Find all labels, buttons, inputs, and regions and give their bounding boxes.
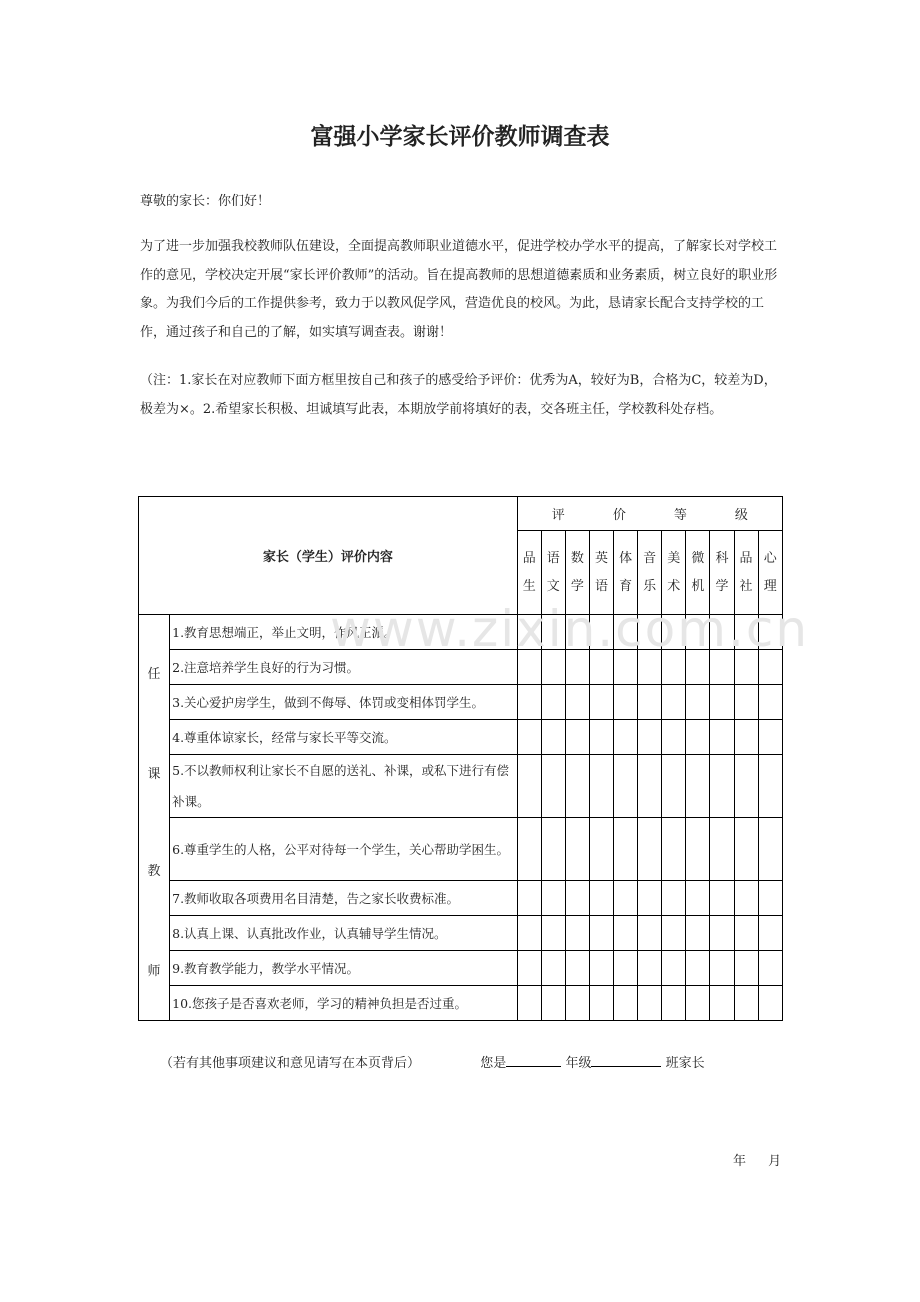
footer-grade: 年级 xyxy=(565,1056,592,1071)
evaluation-item: 1.教育思想端正，举止文明，作风正派。 xyxy=(170,615,518,650)
subject-char: 社 xyxy=(739,578,753,594)
rating-cell[interactable] xyxy=(589,818,613,881)
role-char: 师 xyxy=(147,964,161,979)
rating-cell[interactable] xyxy=(517,951,541,986)
evaluation-item: 4.尊重体谅家长，经常与家长平等交流。 xyxy=(170,720,518,755)
rating-cell[interactable] xyxy=(517,685,541,720)
subject-char: 体 xyxy=(619,550,633,566)
rating-cell[interactable] xyxy=(686,951,710,986)
evaluation-item: 2.注意培养学生良好的行为习惯。 xyxy=(170,650,518,685)
subject-char: 语 xyxy=(594,578,608,594)
rating-cell[interactable] xyxy=(614,881,638,916)
rating-cell[interactable] xyxy=(541,881,565,916)
evaluation-item: 6.尊重学生的人格，公平对待每一个学生，关心帮助学困生。 xyxy=(170,818,518,881)
rating-cell[interactable] xyxy=(541,755,565,818)
rating-cell[interactable] xyxy=(565,986,589,1021)
subject-char: 数 xyxy=(570,550,584,566)
subject-char: 生 xyxy=(522,578,536,594)
rating-cell[interactable] xyxy=(686,916,710,951)
rating-cell[interactable] xyxy=(638,755,662,818)
rating-cell[interactable] xyxy=(710,818,734,881)
rating-cell[interactable] xyxy=(758,720,782,755)
table-row xyxy=(139,720,783,755)
rating-cell[interactable] xyxy=(734,916,758,951)
rating-cell[interactable] xyxy=(565,881,589,916)
rating-cell[interactable] xyxy=(589,951,613,986)
rating-cell[interactable] xyxy=(614,720,638,755)
grade-header-char: 级 xyxy=(734,508,748,523)
role-char: 教 xyxy=(147,864,161,879)
rating-cell[interactable] xyxy=(710,986,734,1021)
grade-header-char: 等 xyxy=(673,508,687,523)
page-title: 富强小学家长评价教师调查表 xyxy=(310,124,610,150)
greeting: 尊敬的家长：你们好！ xyxy=(140,194,271,209)
subject-char: 学 xyxy=(715,578,729,594)
rating-cell[interactable] xyxy=(734,755,758,818)
grade-header-char: 评 xyxy=(551,508,565,523)
rating-cell[interactable] xyxy=(662,916,686,951)
subject-char: 音 xyxy=(643,550,657,566)
rating-cell[interactable] xyxy=(662,986,686,1021)
rating-cell[interactable] xyxy=(638,881,662,916)
table-row xyxy=(139,916,783,951)
footer-you-are: 您是 xyxy=(480,1056,507,1071)
subject-char: 育 xyxy=(619,578,633,594)
rating-cell[interactable] xyxy=(686,685,710,720)
rating-cell[interactable] xyxy=(662,720,686,755)
rating-cell[interactable] xyxy=(662,881,686,916)
rating-cell[interactable] xyxy=(565,720,589,755)
rating-cell[interactable] xyxy=(565,685,589,720)
table-row xyxy=(139,986,783,1021)
rating-cell[interactable] xyxy=(517,986,541,1021)
subject-char: 理 xyxy=(763,578,777,594)
date-line: 年 月 xyxy=(733,1154,782,1169)
subject-char: 学 xyxy=(570,578,584,594)
rating-cell[interactable] xyxy=(662,685,686,720)
watermark: www.zixin.com.cn xyxy=(330,600,810,658)
rating-cell[interactable] xyxy=(710,755,734,818)
rating-cell[interactable] xyxy=(758,986,782,1021)
rating-cell[interactable] xyxy=(686,755,710,818)
rating-cell[interactable] xyxy=(541,951,565,986)
evaluation-item: 3.关心爱护房学生，做到不侮辱、体罚或变相体罚学生。 xyxy=(170,685,518,720)
rating-cell[interactable] xyxy=(638,951,662,986)
class-blank[interactable] xyxy=(591,1054,661,1067)
role-label xyxy=(139,615,170,1021)
rating-cell[interactable] xyxy=(565,818,589,881)
rating-cell[interactable] xyxy=(614,986,638,1021)
rating-cell[interactable] xyxy=(758,881,782,916)
evaluation-table xyxy=(138,496,783,1021)
evaluation-item: 8.认真上课、认真批改作业，认真辅导学生情况。 xyxy=(170,916,518,951)
subject-char: 科 xyxy=(715,550,729,566)
subject-char: 品 xyxy=(522,550,536,566)
rating-cell[interactable] xyxy=(662,755,686,818)
instructions-note: （注：1.家长在对应教师下面方框里按自己和孩子的感受给予评价：优秀为A，较好为B，合格为C，较差为D，极差为×。2.希望家长积极、坦诚填写此表，本期放学前将填好的表，交各班主任，学校教科处存档。 xyxy=(140,373,777,417)
table-row xyxy=(139,685,783,720)
subject-char: 微 xyxy=(691,550,705,566)
footer-class-parent: 班家长 xyxy=(665,1056,705,1071)
rating-cell[interactable] xyxy=(565,951,589,986)
rating-cell[interactable] xyxy=(589,685,613,720)
subject-char: 语 xyxy=(546,550,560,566)
grade-header xyxy=(517,497,782,531)
rating-cell[interactable] xyxy=(686,881,710,916)
rating-cell[interactable] xyxy=(589,881,613,916)
subject-char: 美 xyxy=(667,550,681,566)
rating-cell[interactable] xyxy=(638,986,662,1021)
role-char: 任 xyxy=(147,667,161,682)
rating-cell[interactable] xyxy=(734,818,758,881)
rating-cell[interactable] xyxy=(614,755,638,818)
rating-cell[interactable] xyxy=(541,720,565,755)
subject-char: 心 xyxy=(763,550,777,566)
rating-cell[interactable] xyxy=(541,986,565,1021)
rating-cell[interactable] xyxy=(517,916,541,951)
rating-cell[interactable] xyxy=(758,818,782,881)
table-row xyxy=(139,755,783,818)
rating-cell[interactable] xyxy=(614,916,638,951)
rating-cell[interactable] xyxy=(638,685,662,720)
subject-char: 英 xyxy=(594,550,608,566)
subject-char: 乐 xyxy=(643,578,657,594)
rating-cell[interactable] xyxy=(734,881,758,916)
role-char: 课 xyxy=(147,767,161,782)
rating-cell[interactable] xyxy=(638,720,662,755)
intro-paragraph: 为了进一步加强我校教师队伍建设，全面提高教师职业道德水平，促进学校办学水平的提高，了解家长对学校工作的意见，学校决定开展“家长评价教师”的活动。旨在提高教师的思想道德素质和业务素质，树立良好的职业形象。为我们今后的工作提供参考，致力于以教风促学风，营造优良的校风。为此，恳请家长配合支持学校的工作，通过孩子和自己的了解，如实填写调查表。谢谢！ xyxy=(140,239,778,340)
rating-cell[interactable] xyxy=(541,916,565,951)
rating-cell[interactable] xyxy=(710,951,734,986)
rating-cell[interactable] xyxy=(614,818,638,881)
rating-cell[interactable] xyxy=(589,755,613,818)
rating-cell[interactable] xyxy=(710,881,734,916)
rating-cell[interactable] xyxy=(565,755,589,818)
rating-cell[interactable] xyxy=(662,951,686,986)
rating-cell[interactable] xyxy=(758,755,782,818)
rating-cell[interactable] xyxy=(686,720,710,755)
rating-cell[interactable] xyxy=(686,986,710,1021)
table-row xyxy=(139,818,783,881)
rating-cell[interactable] xyxy=(589,720,613,755)
subject-char: 术 xyxy=(667,578,681,594)
table-row xyxy=(139,881,783,916)
rating-cell[interactable] xyxy=(686,818,710,881)
rating-cell[interactable] xyxy=(734,986,758,1021)
rating-cell[interactable] xyxy=(758,951,782,986)
subject-char: 机 xyxy=(691,578,705,594)
evaluation-item: 7.教师收取各项费用名目清楚，告之家长收费标准。 xyxy=(170,881,518,916)
evaluation-item: 5.不以教师权利让家长不自愿的送礼、补课，或私下进行有偿补课。 xyxy=(170,755,518,818)
rating-cell[interactable] xyxy=(565,916,589,951)
evaluation-item: 9.教育教学能力，教学水平情况。 xyxy=(170,951,518,986)
rating-cell[interactable] xyxy=(758,916,782,951)
rating-cell[interactable] xyxy=(541,685,565,720)
table-row xyxy=(139,951,783,986)
evaluation-item: 10.您孩子是否喜欢老师，学习的精神负担是否过重。 xyxy=(170,986,518,1021)
rating-cell[interactable] xyxy=(758,685,782,720)
rating-cell[interactable] xyxy=(541,818,565,881)
rating-cell[interactable] xyxy=(710,916,734,951)
rating-cell[interactable] xyxy=(517,881,541,916)
rating-cell[interactable] xyxy=(734,685,758,720)
grade-blank[interactable] xyxy=(506,1054,561,1067)
rating-cell[interactable] xyxy=(638,818,662,881)
rating-cell[interactable] xyxy=(589,916,613,951)
rating-cell[interactable] xyxy=(710,720,734,755)
rating-cell[interactable] xyxy=(662,818,686,881)
rating-cell[interactable] xyxy=(734,720,758,755)
rating-cell[interactable] xyxy=(614,951,638,986)
footer-line xyxy=(160,1052,705,1071)
rating-cell[interactable] xyxy=(517,818,541,881)
rating-cell[interactable] xyxy=(517,720,541,755)
content-header: 家长（学生）评价内容 xyxy=(139,497,518,615)
grade-header-char: 价 xyxy=(612,508,626,523)
rating-cell[interactable] xyxy=(614,685,638,720)
rating-cell[interactable] xyxy=(734,951,758,986)
rating-cell[interactable] xyxy=(589,986,613,1021)
rating-cell[interactable] xyxy=(517,755,541,818)
subject-char: 品 xyxy=(739,550,753,566)
footer-note: （若有其他事项建议和意见请写在本页背后） xyxy=(160,1056,421,1071)
rating-cell[interactable] xyxy=(638,916,662,951)
rating-cell[interactable] xyxy=(710,685,734,720)
subject-char: 文 xyxy=(546,578,560,594)
